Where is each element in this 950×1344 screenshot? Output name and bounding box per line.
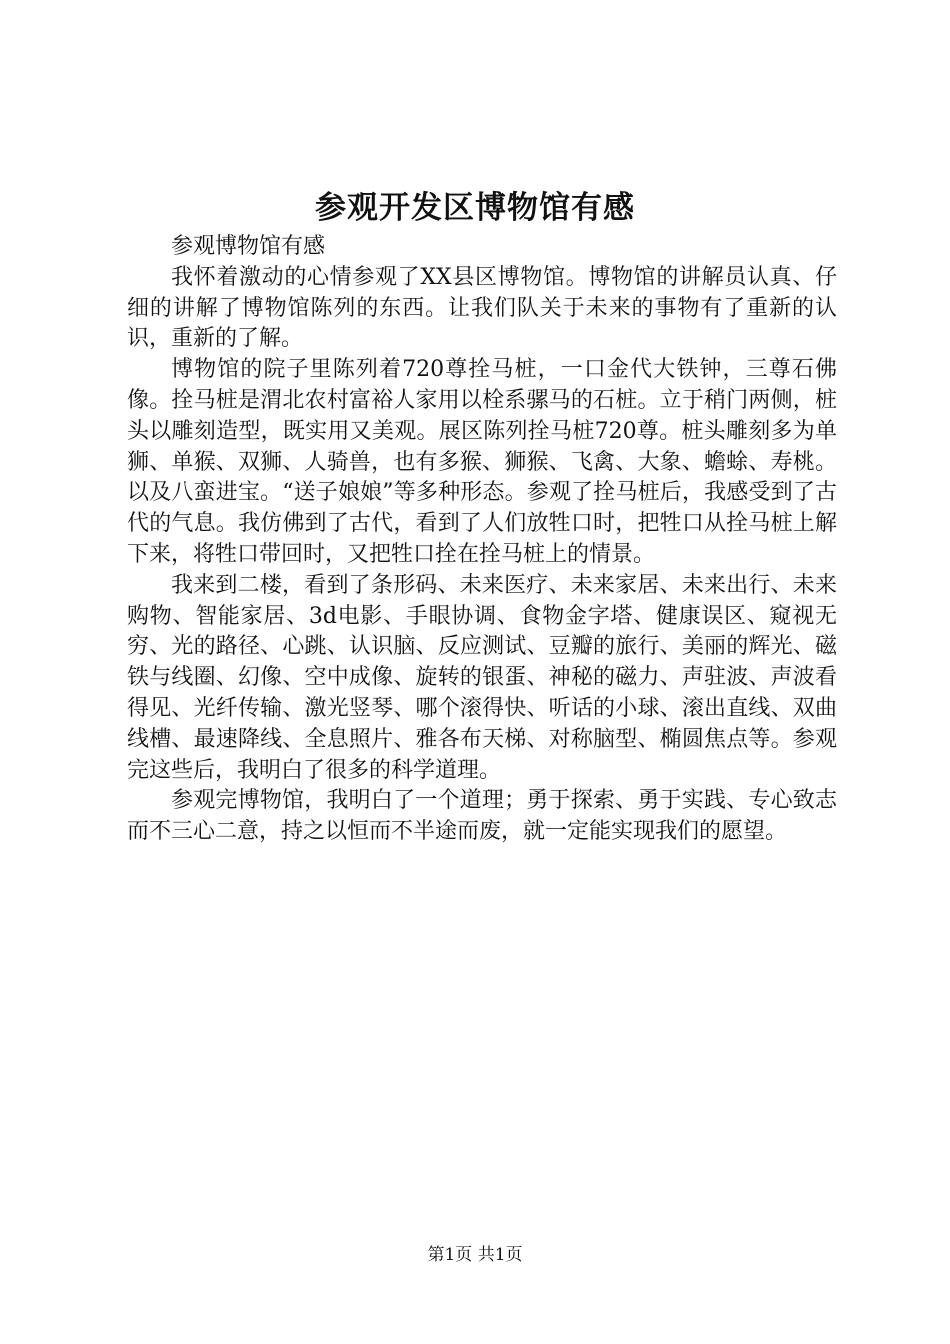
paragraph-intro: 我怀着激动的心情参观了XX县区博物馆。博物馆的讲解员认真、仔细的讲解了博物馆陈列的东西。让我们队关于未来的事物有了重新的认识，重新的了解。 [127,264,837,352]
paragraph-courtyard: 博物馆的院子里陈列着720尊拴马桩，一口金代大铁钟，三尊石佛像。拴马桩是渭北农村富裕人家用以栓系骡马的石桩。立于稍门两侧，桩头以雕刻造型，既实用又美观。展区陈列拴马桩720尊。桩头雕刻多为单狮、单猴、双狮、人骑兽，也有多猴、狮猴、飞禽、大象、蟾蜍、寿桃。以及八蛮进宝。“送子娘娘”等多种形态。参观了拴马桩后，我感受到了古代的气息。我仿佛到了古代，看到了人们放牲口时，把牲口从拴马桩上解下来，将牲口带回时，又把牲口拴在拴马桩上的情景。 [127,357,837,567]
page-footer: 第1页 共1页 [427,1245,523,1265]
document-title: 参观开发区博物馆有感 [315,190,635,226]
paragraph-second-floor: 我来到二楼，看到了条形码、未来医疗、未来家居、未来出行、未来购物、智能家居、3d电影、手眼协调、食物金字塔、健康误区、窥视无穷、光的路径、心跳、认识脑、反应测试、豆瓣的旅行、美丽的辉光、磁铁与线圈、幻像、空中成像、旋转的银蛋、神秘的磁力、声驻波、声波看得见、光纤传输、激光竖琴、哪个滚得快、听话的小球、滚出直线、双曲线槽、最速降线、全息照片、雅各布天梯、对称脑型、椭圆焦点等。参观完这些后，我明白了很多的科学道理。 [127,572,837,783]
paragraph-subtitle: 参观博物馆有感 [171,234,326,259]
document-body [127,232,837,848]
paragraph-conclusion: 参观完博物馆，我明白了一个道理；勇于探索、勇于实践、专心致志而不三心二意，持之以恒而不半途而废，就一定能实现我们的愿望。 [127,788,837,845]
